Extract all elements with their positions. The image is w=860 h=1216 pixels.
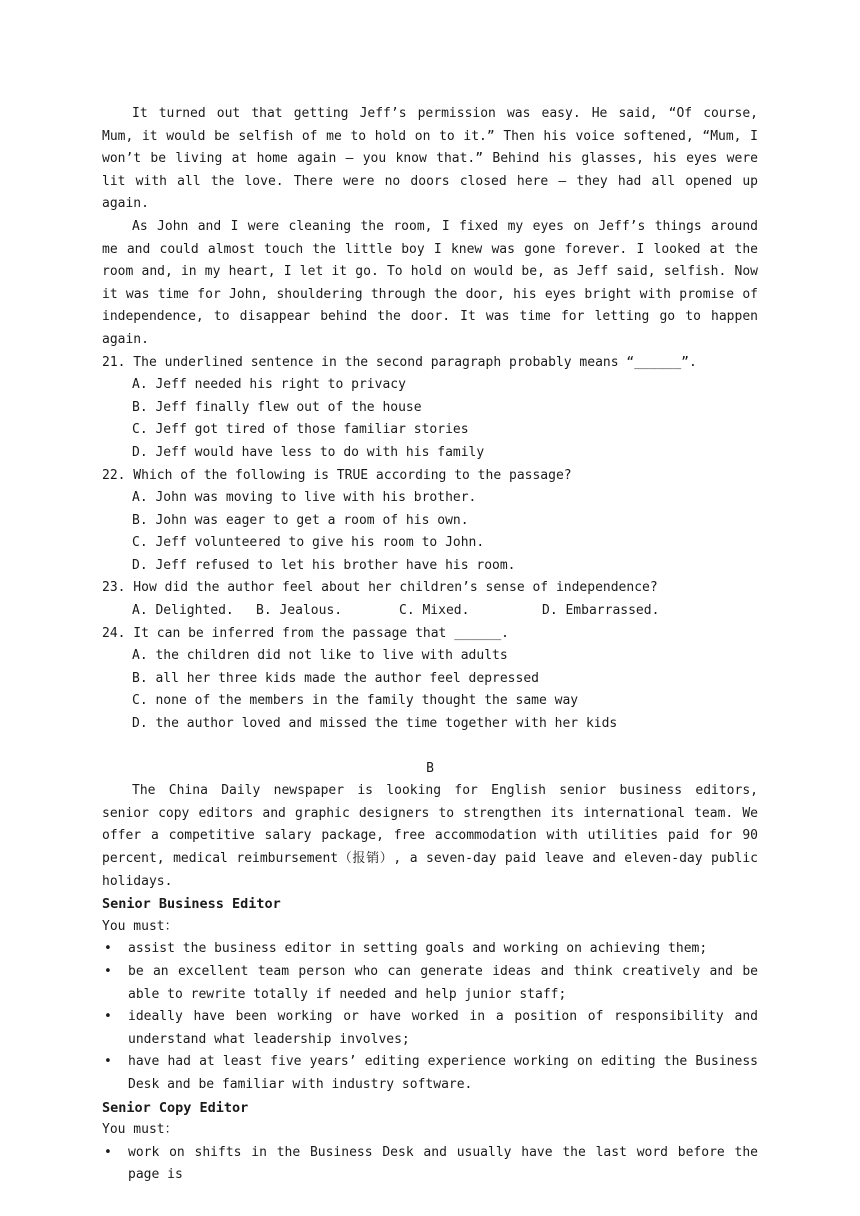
- option-c: C. none of the members in the family thought the same way: [132, 693, 579, 709]
- option-d: D. Jeff refused to let his brother have his room.: [132, 557, 516, 573]
- option-d: D. Jeff would have less to do with his family: [132, 444, 485, 460]
- option-a: A. Delighted.: [132, 603, 234, 619]
- option-b: B. all her three kids made the author feel depressed: [132, 670, 539, 686]
- bullet-text: work on shifts in the Business Desk and usually have the last word before the page is: [128, 1144, 758, 1183]
- bullet-text: ideally have been working or have worked in a position of responsibility and understand what leadership involves;: [128, 1009, 758, 1047]
- bullet-dot: •: [104, 1009, 112, 1025]
- requirement-bullet: [102, 1006, 758, 1051]
- bullet-dot: •: [104, 941, 112, 957]
- option-c: C. Jeff got tired of those familiar stories: [132, 422, 469, 438]
- option-a: A. the children did not like to live with adults: [132, 648, 508, 664]
- option-c: C. Jeff volunteered to give his room to John.: [132, 535, 485, 551]
- option-a: A. John was moving to live with his brother.: [132, 490, 477, 506]
- job-title: Senior Copy Editor: [102, 1099, 249, 1116]
- requirement-bullet: [102, 938, 758, 961]
- passage-paragraph-1: It turned out that getting Jeff’s permission was easy. He said, “Of course, Mum, it would be selfish of me to hold on to it.” Then his voice softened, “Mum, I won’t be living at home again — you know that.” Behind his glasses, his eyes were lit with all the love. There were no doors closed here — they had all opened up again.: [102, 106, 758, 212]
- option-d: D. the author loved and missed the time together with her kids: [132, 716, 618, 732]
- job-title: Senior Business Editor: [102, 896, 281, 913]
- options-row: [132, 600, 758, 623]
- question-stem: 22. Which of the following is TRUE according to the passage?: [102, 467, 572, 483]
- question-stem: 24. It can be inferred from the passage that ______.: [102, 625, 509, 641]
- section-b-intro: The China Daily newspaper is looking for English senior business editors, senior copy editors and graphic designers to strengthen its international team. We offer a competitive salary package, free accommodation with utilities paid for 90 percent, medical reimbursement（报销）, a seven-day paid leave and eleven-day public holidays.: [102, 783, 758, 889]
- option-a: A. Jeff needed his right to privacy: [132, 377, 406, 393]
- question-stem: 23. How did the author feel about her children’s sense of independence?: [102, 580, 658, 596]
- question-21: [102, 352, 758, 465]
- bullet-dot: •: [104, 1144, 112, 1160]
- question-23: [102, 577, 758, 622]
- job-senior-copy-editor: [102, 1097, 758, 1187]
- question-22: [102, 465, 758, 578]
- question-stem: 21. The underlined sentence in the second paragraph probably means “______”.: [102, 354, 697, 370]
- option-c: C. Mixed.: [399, 603, 470, 619]
- passage-paragraph-2: As John and I were cleaning the room, I fixed my eyes on Jeff’s things around me and could almost touch the little boy I knew was gone forever. I looked at the room and, in my heart, I let it go. To hold on would be, as Jeff said, selfish. Now it was time for John, shouldering through the door, his eyes bright with promise of independence, to disappear behind the door. It was time for letting go to happen again.: [102, 218, 758, 347]
- bullet-dot: •: [104, 1054, 112, 1070]
- option-b: B. Jeff finally flew out of the house: [132, 399, 422, 415]
- bullet-dot: •: [104, 963, 112, 979]
- option-b: B. Jealous.: [256, 603, 343, 619]
- requirement-bullet: [102, 961, 758, 1006]
- requirement-bullet: [102, 1051, 758, 1096]
- job-senior-business-editor: [102, 893, 758, 1096]
- document-page: [102, 103, 758, 1187]
- bullet-text: assist the business editor in setting goals and working on achieving them;: [128, 941, 708, 957]
- question-24: [102, 623, 758, 736]
- section-label: B: [426, 760, 434, 776]
- option-b: B. John was eager to get a room of his own.: [132, 512, 469, 528]
- bullet-text: be an excellent team person who can generate ideas and think creatively and be able to rewrite totally if needed and help junior staff;: [128, 963, 758, 1002]
- bullet-text: have had at least five years’ editing experience working on editing the Business Desk and be familiar with industry software.: [128, 1054, 758, 1092]
- job-requirement-lead: You must：: [102, 1122, 178, 1138]
- option-d: D. Embarrassed.: [542, 603, 660, 619]
- job-requirement-lead: You must：: [102, 918, 178, 934]
- requirement-bullet: [102, 1142, 758, 1187]
